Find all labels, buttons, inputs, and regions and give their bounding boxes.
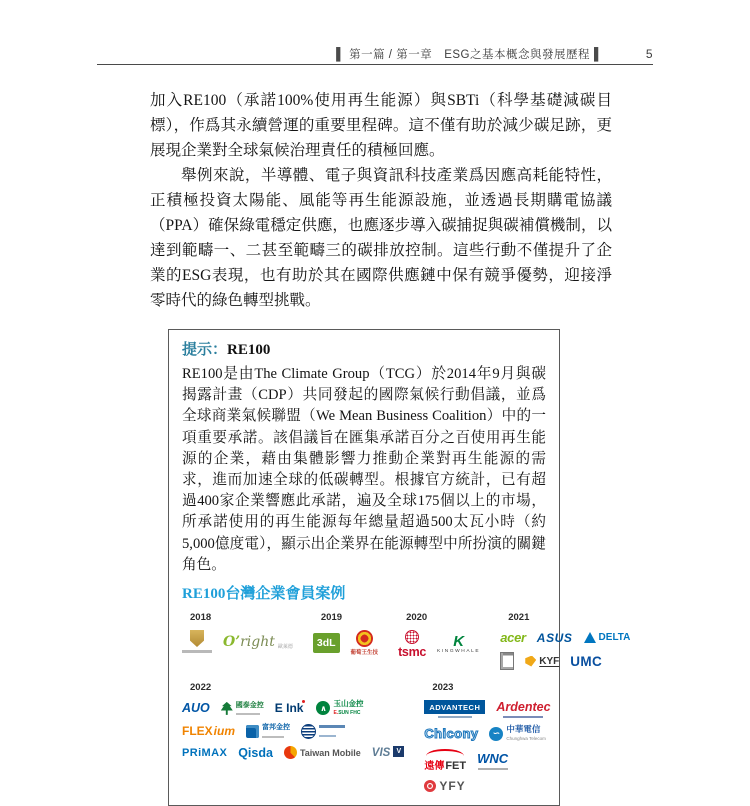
logo-tci <box>182 630 212 653</box>
body-paragraph-2: 舉例來說，半導體、電子與資訊科技產業爲因應高耗能特性，正積極投資太陽能、風能等再生能源設施，並透過長期購電協議（PPA）確保綠電穩定供應，也應逐步導入碳捕捉與碳補償機制，以達到範疇一、二甚至範疇三的碳排放控制。這些行動不僅提升了企業的ESG表現，也有助於其在國際供應鏈中保有競爭優勢，迎接淨零時代的綠色轉型挑戰。 <box>150 167 612 309</box>
year-label: 2018 <box>190 612 212 624</box>
logo-kingwhale: K KINGWHALE <box>437 633 481 655</box>
logo-row <box>182 746 404 760</box>
member-group-2021 <box>500 612 630 670</box>
logo-auo: AUO <box>182 701 210 716</box>
member-groups-row-1 <box>182 612 631 670</box>
logo-cathay: 國泰金控 <box>221 702 264 716</box>
logo-grapeking: 葡萄王生技 <box>351 630 379 656</box>
logo-row <box>182 700 404 717</box>
member-group-2023 <box>424 682 550 793</box>
logo-esun: ∧ 玉山金控 E.SUN FHC <box>316 700 363 717</box>
logo-kyf: KYF <box>525 656 559 667</box>
logo-vis: VIS V <box>372 746 405 760</box>
logo-acer: acer <box>500 630 526 646</box>
logo-umc: UMC <box>570 653 603 669</box>
case-heading: RE100台灣企業會員案例 <box>182 586 346 603</box>
logo-row <box>500 652 630 670</box>
logo-fet2: 遠傳 FET <box>424 749 466 772</box>
body-paragraph-1: 加入RE100（承諾100%使用再生能源）與SBTi（科學基礎減碳目標），作爲其永續營運的重要里程碑。這不僅有助於減少碳足跡，更展現企業對全球氣候治理責任的積極回應。 <box>150 92 612 159</box>
logo-row <box>424 779 550 793</box>
logo-advantech: ADVANTECH <box>424 700 485 718</box>
year-label: 2021 <box>508 612 530 624</box>
logo-row <box>182 630 293 653</box>
logo-twm: Taiwan Mobile <box>284 746 361 759</box>
logo-row <box>424 700 550 718</box>
logo-wnc: WNC <box>477 751 508 770</box>
logo-row <box>313 630 378 656</box>
tip-label: 提示： <box>182 342 228 358</box>
logo-row <box>424 749 550 772</box>
logo-row <box>182 724 404 739</box>
year-label: 2020 <box>406 612 428 624</box>
logo-row <box>398 630 480 659</box>
member-group-2022 <box>182 682 404 760</box>
logo-chicony: Chicony <box>424 726 479 742</box>
member-group-2020 <box>398 612 480 659</box>
member-group-2019 <box>313 612 378 656</box>
year-label: 2023 <box>432 682 454 694</box>
logo-oright: O’right 歐萊德 <box>223 633 293 650</box>
logo-qisda: Qisda <box>238 745 273 760</box>
header-right-bar-icon: ▌ <box>593 47 603 61</box>
year-label: 2019 <box>320 612 343 624</box>
logo-tsmc: tsmc <box>398 630 426 659</box>
chapter-title: 第一篇 / 第一章 ESG之基本概念與發展歷程 <box>349 49 590 61</box>
logo-ardentec: Ardentec <box>496 700 550 718</box>
year-label: 2022 <box>190 682 212 694</box>
tip-heading <box>182 338 546 362</box>
logo-cht: ∽ 中華電信 Chunghwa Telecom <box>489 725 545 742</box>
member-logo-area <box>182 612 631 794</box>
main-text-column <box>150 88 631 806</box>
member-groups-row-2 <box>182 682 551 794</box>
logo-delta: DELTA <box>584 632 631 643</box>
logo-fubon: 富邦金控 <box>246 724 290 738</box>
member-group-2018 <box>182 612 293 653</box>
running-header <box>97 46 653 62</box>
tip-title: RE100 <box>227 342 271 358</box>
header-left-bar-icon: ▌ <box>336 47 346 61</box>
page-number: 5 <box>645 47 653 61</box>
logo-docbadge <box>500 652 514 670</box>
logo-threedl: 3dL <box>313 633 340 653</box>
logo-primax: PRiMAX <box>182 746 228 759</box>
logo-cdf <box>301 724 345 739</box>
tip-box <box>168 329 631 806</box>
logo-row <box>500 630 630 645</box>
logo-row <box>424 725 550 742</box>
logo-yfy: YFY <box>424 779 465 793</box>
logo-asus: ASUS <box>536 630 573 645</box>
header-divider <box>97 64 653 65</box>
tip-body-text: RE100是由The Climate Group（TCG）於2014年9月與碳揭露計畫（CDP）共同發起的國際氣候行動倡議，並爲全球商業氣候聯盟（We Mean Business Coalition）中的一項重要承諾。該倡議旨在匯集承諾百分之百使用再生能源的企業，藉由集體影響力推動企業對再生能源的需求，進而加速全球的低碳轉型。根據官方統計，已有超過400家企業響應此承諾，遍及全球175個以上的市場，所承諾使用的再生能源每年總量超過500太瓦小時（約5,000億度電），顯示出企業界在能源轉型中所扮演的關鍵角色。 <box>182 366 546 573</box>
logo-eink: E Ink <box>274 701 304 716</box>
logo-flexium: FLEX ium <box>182 724 236 739</box>
